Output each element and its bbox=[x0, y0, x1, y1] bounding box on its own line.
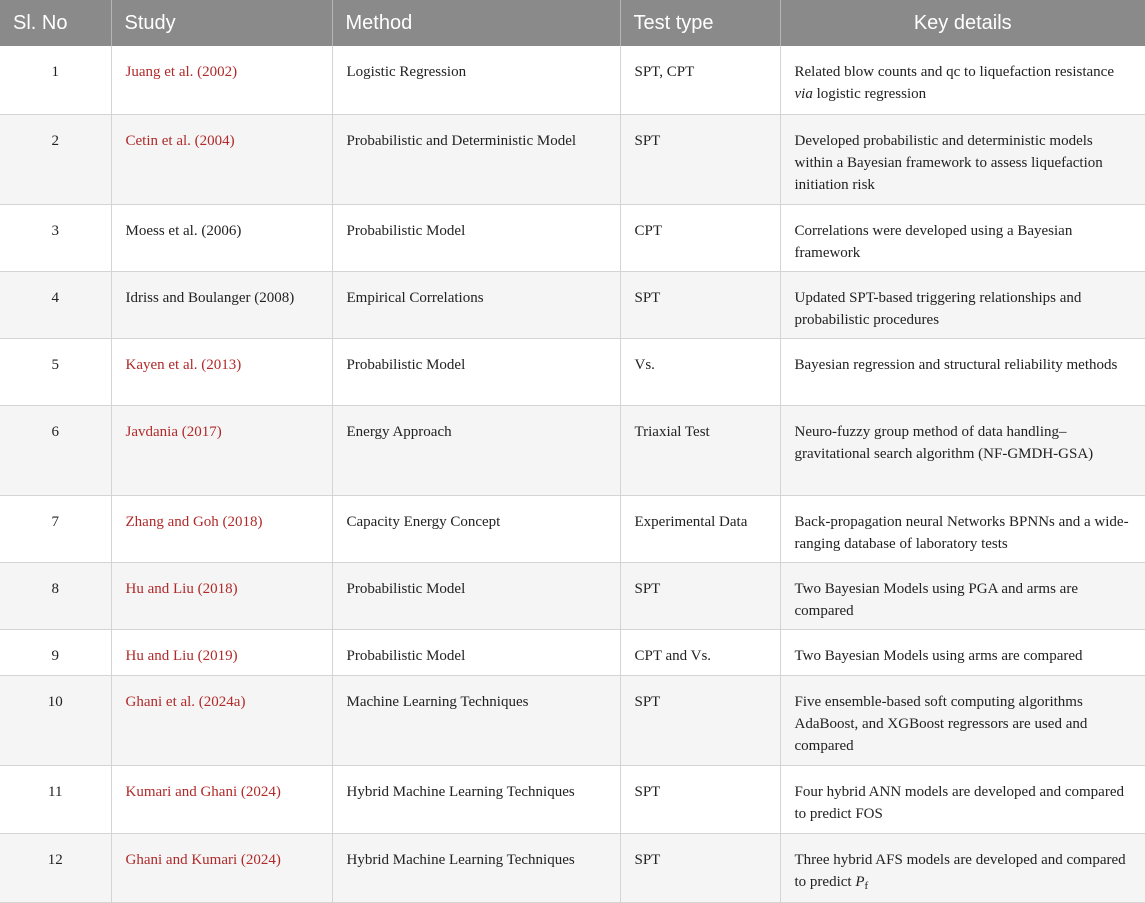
cell-method: Probabilistic Model bbox=[332, 204, 620, 271]
details-italic-text: P bbox=[855, 873, 865, 890]
cell-method: Logistic Regression bbox=[332, 46, 620, 114]
cell-method: Energy Approach bbox=[332, 405, 620, 495]
cell-study bbox=[111, 562, 332, 629]
cell-method: Probabilistic Model bbox=[332, 629, 620, 675]
cell-sl-no: 5 bbox=[0, 338, 111, 405]
cell-key-details: Neuro-fuzzy group method of data handling–gravitational search algorithm (NF-GMDH-GSA) bbox=[780, 405, 1145, 495]
cell-test-type: SPT bbox=[620, 562, 780, 629]
cell-key-details: Four hybrid ANN models are developed and compared to predict FOS bbox=[780, 765, 1145, 833]
cell-sl-no: 6 bbox=[0, 405, 111, 495]
cell-method: Hybrid Machine Learning Techniques bbox=[332, 833, 620, 902]
details-subscript: f bbox=[864, 879, 869, 892]
cell-study: Idriss and Boulanger (2008) bbox=[111, 271, 332, 338]
cell-test-type: SPT bbox=[620, 114, 780, 204]
cell-study bbox=[111, 675, 332, 765]
header-key-details: Key details bbox=[780, 0, 1145, 46]
study-citation-link[interactable]: Zhang and Goh (2018) bbox=[125, 513, 263, 530]
cell-test-type: SPT bbox=[620, 271, 780, 338]
cell-sl-no: 11 bbox=[0, 765, 111, 833]
study-citation-link[interactable]: Hu and Liu (2019) bbox=[125, 647, 238, 664]
cell-study bbox=[111, 495, 332, 562]
cell-study bbox=[111, 629, 332, 675]
cell-sl-no: 10 bbox=[0, 675, 111, 765]
details-italic-text: via bbox=[794, 86, 813, 102]
header-row bbox=[0, 0, 1145, 46]
cell-test-type: Vs. bbox=[620, 338, 780, 405]
cell-key-details: Bayesian regression and structural reliability methods bbox=[780, 338, 1145, 405]
table-row bbox=[0, 405, 1145, 495]
cell-study bbox=[111, 114, 332, 204]
cell-test-type: Triaxial Test bbox=[620, 405, 780, 495]
table-row bbox=[0, 495, 1145, 562]
cell-test-type: SPT bbox=[620, 675, 780, 765]
cell-key-details: Developed probabilistic and deterministic models within a Bayesian framework to assess liquefaction initiation risk bbox=[780, 114, 1145, 204]
details-text: Three hybrid AFS models are developed and compared to predict bbox=[794, 851, 1126, 890]
cell-method: Machine Learning Techniques bbox=[332, 675, 620, 765]
header-method: Method bbox=[332, 0, 620, 46]
study-citation-link[interactable]: Cetin et al. (2004) bbox=[125, 132, 235, 149]
table-row bbox=[0, 562, 1145, 629]
cell-sl-no: 3 bbox=[0, 204, 111, 271]
details-text: Related blow counts and qc to liquefaction resistance bbox=[794, 64, 1114, 80]
cell-sl-no: 12 bbox=[0, 833, 111, 902]
table-row bbox=[0, 833, 1145, 902]
table-row bbox=[0, 271, 1145, 338]
study-citation-link[interactable]: Hu and Liu (2018) bbox=[125, 580, 238, 597]
cell-method: Capacity Energy Concept bbox=[332, 495, 620, 562]
cell-study: Moess et al. (2006) bbox=[111, 204, 332, 271]
header-sl-no: Sl. No bbox=[0, 0, 111, 46]
table-row bbox=[0, 338, 1145, 405]
table-row bbox=[0, 114, 1145, 204]
cell-study bbox=[111, 833, 332, 902]
cell-sl-no: 1 bbox=[0, 46, 111, 114]
cell-test-type: CPT bbox=[620, 204, 780, 271]
cell-sl-no: 7 bbox=[0, 495, 111, 562]
cell-sl-no: 9 bbox=[0, 629, 111, 675]
cell-key-details: Back-propagation neural Networks BPNNs and a wide-ranging database of laboratory tests bbox=[780, 495, 1145, 562]
cell-study bbox=[111, 46, 332, 114]
cell-method: Hybrid Machine Learning Techniques bbox=[332, 765, 620, 833]
cell-test-type: Experimental Data bbox=[620, 495, 780, 562]
cell-study bbox=[111, 405, 332, 495]
study-citation-link[interactable]: Juang et al. (2002) bbox=[125, 64, 238, 80]
cell-test-type: CPT and Vs. bbox=[620, 629, 780, 675]
table-row bbox=[0, 46, 1145, 114]
cell-sl-no: 8 bbox=[0, 562, 111, 629]
cell-study bbox=[111, 338, 332, 405]
cell-key-details bbox=[780, 46, 1145, 114]
cell-key-details: Updated SPT-based triggering relationships and probabilistic procedures bbox=[780, 271, 1145, 338]
cell-key-details: Two Bayesian Models using PGA and arms are compared bbox=[780, 562, 1145, 629]
cell-method: Empirical Correlations bbox=[332, 271, 620, 338]
cell-sl-no: 2 bbox=[0, 114, 111, 204]
table-row bbox=[0, 629, 1145, 675]
header-test-type: Test type bbox=[620, 0, 780, 46]
cell-study bbox=[111, 765, 332, 833]
cell-test-type: SPT bbox=[620, 833, 780, 902]
table-body bbox=[0, 46, 1145, 902]
cell-key-details: Five ensemble-based soft computing algorithms AdaBoost, and XGBoost regressors are used and compared bbox=[780, 675, 1145, 765]
header-study: Study bbox=[111, 0, 332, 46]
table-row bbox=[0, 204, 1145, 271]
cell-test-type: SPT, CPT bbox=[620, 46, 780, 114]
table-row bbox=[0, 765, 1145, 833]
study-citation-link[interactable]: Kumari and Ghani (2024) bbox=[125, 783, 281, 800]
cell-key-details bbox=[780, 833, 1145, 902]
details-text-end: logistic regression bbox=[812, 86, 927, 102]
study-citation-link[interactable]: Ghani and Kumari (2024) bbox=[125, 851, 281, 868]
study-citation-link[interactable]: Javdania (2017) bbox=[125, 423, 222, 440]
cell-key-details: Two Bayesian Models using arms are compared bbox=[780, 629, 1145, 675]
cell-method: Probabilistic Model bbox=[332, 338, 620, 405]
cell-method: Probabilistic Model bbox=[332, 562, 620, 629]
cell-test-type: SPT bbox=[620, 765, 780, 833]
cell-method: Probabilistic and Deterministic Model bbox=[332, 114, 620, 204]
study-citation-link[interactable]: Kayen et al. (2013) bbox=[125, 356, 242, 373]
table-row bbox=[0, 675, 1145, 765]
cell-sl-no: 4 bbox=[0, 271, 111, 338]
cell-key-details: Correlations were developed using a Bayesian framework bbox=[780, 204, 1145, 271]
study-citation-link[interactable]: Ghani et al. (2024a) bbox=[125, 693, 246, 710]
table-header bbox=[0, 0, 1145, 46]
